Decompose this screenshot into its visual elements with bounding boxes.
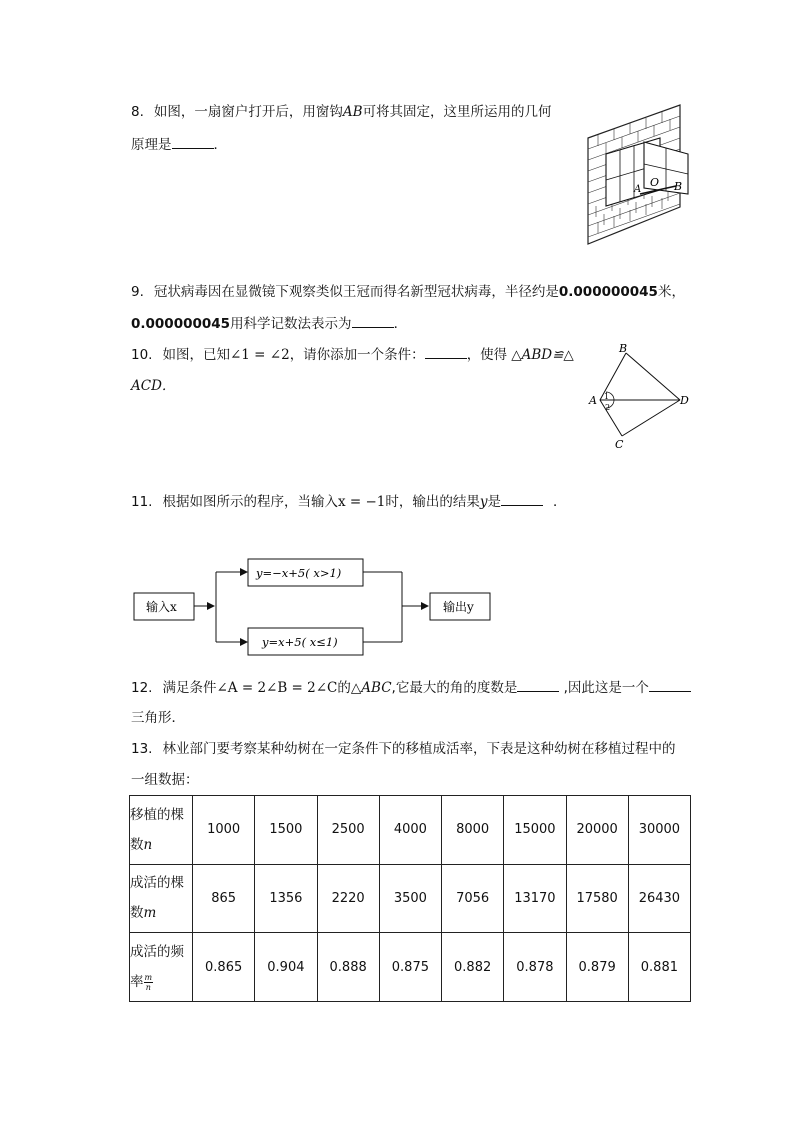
row-header: 成活的棵 数m bbox=[130, 864, 193, 933]
q11-text-c: 是 bbox=[487, 494, 502, 510]
table-cell: 8000 bbox=[442, 796, 504, 865]
q12-triangle: △ABC bbox=[350, 680, 392, 696]
table-cell: 2220 bbox=[317, 864, 379, 933]
answer-blank-2[interactable] bbox=[649, 677, 691, 692]
table-cell: 0.878 bbox=[504, 933, 566, 1002]
q9-value-2: 0.000000045 bbox=[131, 316, 231, 332]
angle-1: 1 bbox=[604, 392, 610, 401]
q9-end: ． bbox=[393, 316, 408, 332]
q12-text-2: 三角形． bbox=[131, 710, 185, 726]
q12-text-c: ,它最大的角的度数是 bbox=[391, 680, 518, 696]
q13-text-2: 一组数据： bbox=[131, 772, 199, 788]
q13-line1 bbox=[131, 739, 675, 759]
table-cell: 1356 bbox=[255, 864, 317, 933]
question-number: 8. bbox=[131, 104, 144, 120]
q12-text-d: ,因此这是一个 bbox=[559, 680, 649, 696]
answer-blank[interactable] bbox=[425, 344, 467, 359]
q8-var: AB bbox=[342, 104, 363, 120]
q13-text: 林业部门要考察某种幼树在一定条件下的移植成活率，下表是这种幼树在移植过程中的 bbox=[162, 741, 676, 757]
q11-condition: x = −1 bbox=[337, 494, 386, 510]
question-number: 12. bbox=[131, 680, 153, 696]
q13-line2 bbox=[131, 770, 199, 790]
q11-var: y bbox=[479, 494, 488, 510]
q8-text-b: 可将其固定，这里所运用的几何 bbox=[362, 104, 552, 120]
label-b: B bbox=[674, 180, 683, 193]
table-cell: 0.904 bbox=[255, 933, 317, 1002]
q10-line1 bbox=[131, 344, 574, 365]
table-row bbox=[130, 796, 691, 865]
table-row bbox=[130, 933, 691, 1002]
q9-value: 0.000000045 bbox=[558, 284, 658, 300]
label-b: B bbox=[619, 343, 628, 355]
table-cell: 4000 bbox=[379, 796, 441, 865]
q11-text-b: 时，输出的结果 bbox=[385, 494, 480, 510]
answer-blank[interactable] bbox=[517, 677, 559, 692]
table-cell: 17580 bbox=[566, 864, 628, 933]
table-cell: 1500 bbox=[255, 796, 317, 865]
table-cell: 30000 bbox=[628, 796, 690, 865]
table-cell: 15000 bbox=[504, 796, 566, 865]
program-flowchart bbox=[130, 556, 500, 662]
q8-line1 bbox=[131, 102, 552, 122]
table-cell: 20000 bbox=[566, 796, 628, 865]
label-c: C bbox=[615, 438, 624, 451]
question-number: 10. bbox=[131, 347, 153, 363]
question-number: 11. bbox=[131, 494, 153, 510]
table-cell: 0.882 bbox=[442, 933, 504, 1002]
q9-text-end: 米， bbox=[657, 284, 685, 300]
q11-text-a: 根据如图所示的程序，当输入 bbox=[162, 494, 338, 510]
table-cell: 13170 bbox=[504, 864, 566, 933]
q12-condition: ∠A = 2∠B = 2∠C bbox=[216, 680, 338, 696]
q10-text-b: ，请你添加一个条件： bbox=[289, 347, 425, 363]
q10-triangle: △ABD≌△ bbox=[511, 347, 574, 363]
label-d: D bbox=[680, 394, 689, 407]
q9-line1 bbox=[131, 282, 685, 302]
q8-end: ． bbox=[213, 137, 227, 153]
label-a: A bbox=[634, 184, 642, 195]
table-cell: 2500 bbox=[317, 796, 379, 865]
q9-text-2: 用科学记数法表示为 bbox=[230, 316, 352, 332]
table-cell: 0.888 bbox=[317, 933, 379, 1002]
q10-condition: ∠1 = ∠2 bbox=[229, 347, 290, 363]
table-cell: 0.865 bbox=[193, 933, 255, 1002]
table-cell: 26430 bbox=[628, 864, 690, 933]
q12-text-b: 的 bbox=[337, 680, 351, 696]
q10-text-c: ，使得 bbox=[466, 347, 508, 363]
row-header: 移植的棵 数n bbox=[130, 796, 193, 865]
answer-blank[interactable] bbox=[172, 134, 214, 149]
branch-top-formula: y=−x+5( x>1) bbox=[256, 566, 342, 580]
answer-blank[interactable] bbox=[501, 491, 543, 506]
input-label: 输入x bbox=[146, 600, 177, 614]
q10-text-2: ACD． bbox=[131, 378, 176, 394]
transplant-data-table bbox=[129, 795, 691, 1002]
q12-line2 bbox=[131, 708, 185, 728]
triangle-figure bbox=[586, 343, 692, 453]
row-header: 成活的频 率 $\frac{m}{n}$ bbox=[130, 933, 193, 1002]
question-number: 13. bbox=[131, 741, 153, 757]
table-cell: 1000 bbox=[193, 796, 255, 865]
q12-line1 bbox=[131, 677, 691, 698]
q8-text: 如图，一扇窗户打开后，用窗钩 bbox=[153, 104, 343, 120]
table-cell: 865 bbox=[193, 864, 255, 933]
q11-end: ． bbox=[553, 494, 567, 510]
label-o: O bbox=[650, 176, 660, 189]
q9-text: 冠状病毒因在显微镜下观察类似王冠而得名新型冠状病毒，半径约是 bbox=[153, 284, 559, 300]
table-cell: 0.881 bbox=[628, 933, 690, 1002]
q8-text-2: 原理是 bbox=[131, 137, 172, 153]
output-label: 输出y bbox=[443, 600, 474, 614]
q8-line2 bbox=[131, 134, 227, 155]
q10-text-a: 如图，已知 bbox=[162, 347, 230, 363]
q12-text-a: 满足条件 bbox=[162, 680, 217, 696]
table-cell: 7056 bbox=[442, 864, 504, 933]
table-cell: 0.875 bbox=[379, 933, 441, 1002]
label-a: A bbox=[589, 394, 597, 407]
branch-bottom-formula: y=x+5( x≤1) bbox=[262, 635, 338, 649]
q9-line2 bbox=[131, 313, 407, 334]
answer-blank[interactable] bbox=[352, 313, 394, 328]
q10-line2 bbox=[131, 376, 175, 396]
table-cell: 0.879 bbox=[566, 933, 628, 1002]
table-cell: 3500 bbox=[379, 864, 441, 933]
question-number: 9. bbox=[131, 284, 144, 300]
q11-line1 bbox=[131, 491, 567, 512]
table-row bbox=[130, 864, 691, 933]
angle-2: 2 bbox=[605, 403, 611, 412]
window-figure bbox=[584, 102, 690, 247]
